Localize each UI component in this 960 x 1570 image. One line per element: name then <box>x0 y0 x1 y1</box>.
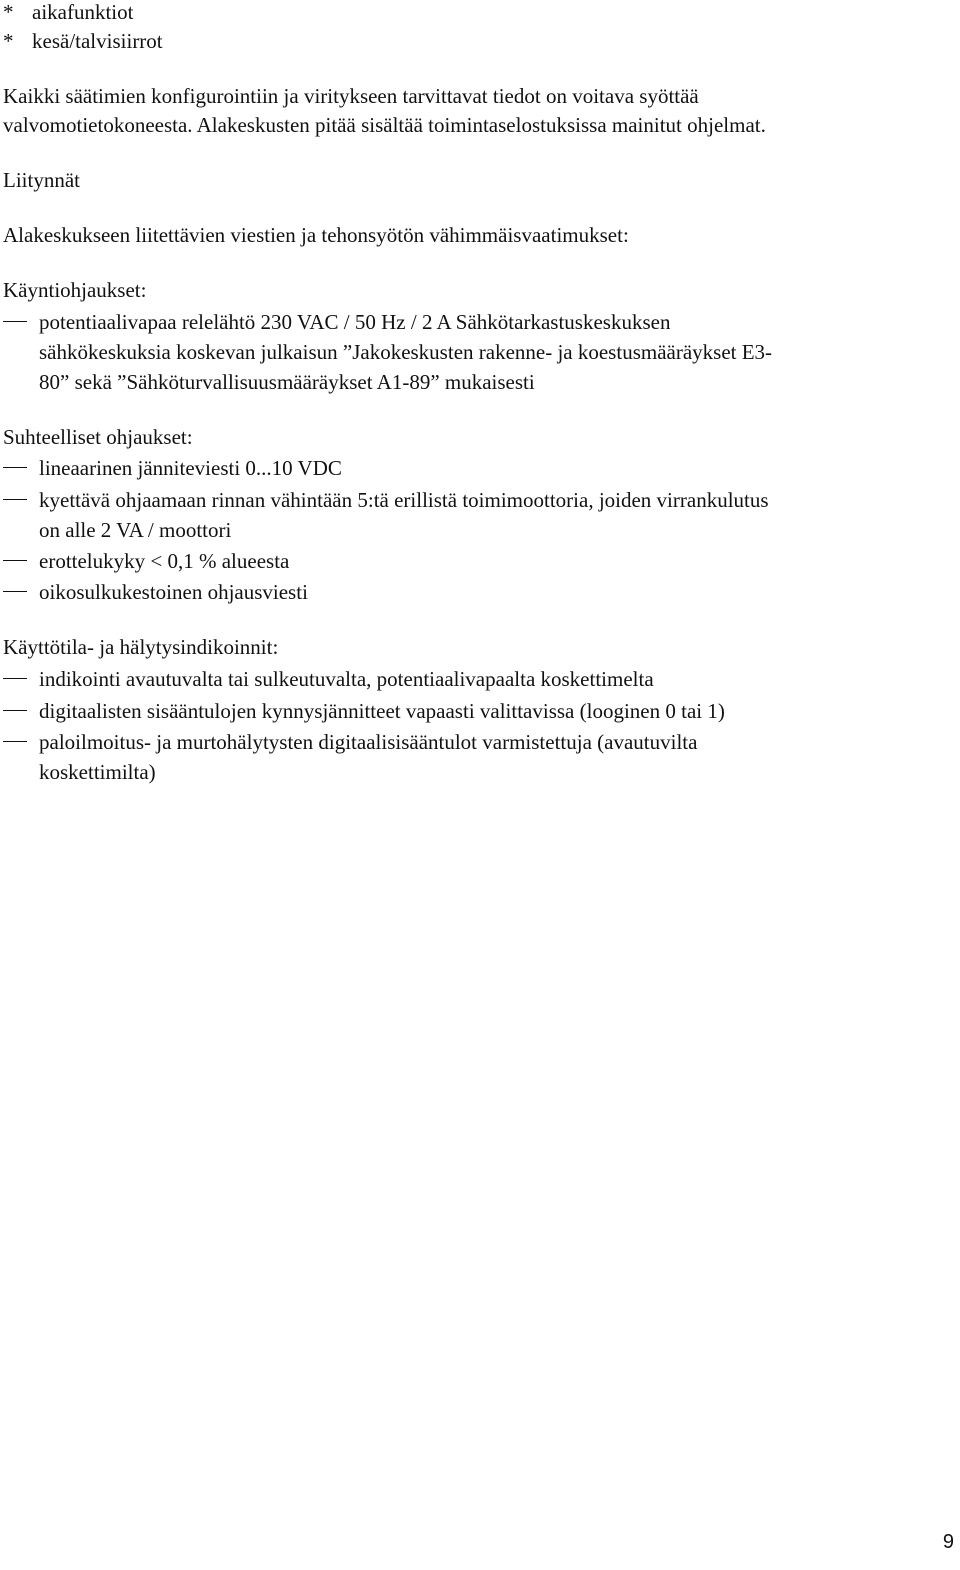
list-item-text: indikointi avautuvalta tai sulkeutuvalta, potentiaalivapaalta koskettimelta <box>39 667 654 691</box>
list-item-text: oikosulkukestoinen ohjausviesti <box>39 580 308 604</box>
dash-bullet <box>3 741 27 742</box>
dash-bullet <box>3 499 27 500</box>
subsection-title: Käyntiohjaukset: <box>3 278 147 302</box>
intro-text: Alakeskukseen liitettävien viestien ja tehonsyötön vähimmäisvaatimukset: <box>3 223 629 247</box>
list-item <box>3 27 163 55</box>
list-item <box>3 0 133 26</box>
list-item <box>3 696 943 726</box>
paragraph-line: valvomotietokoneesta. Alakeskusten pitää sisältää toimintaselostuksissa mainitut ohjelmat. <box>3 113 766 137</box>
page-number: 9 <box>942 1531 954 1553</box>
dash-bullet <box>3 710 27 711</box>
list-item <box>3 453 943 483</box>
dash-bullet <box>3 560 27 561</box>
bullet-star: * <box>3 29 14 53</box>
list-item <box>3 577 943 607</box>
list-item-text: paloilmoitus- ja murtohälytysten digitaalisisääntulot varmistettuja (avautuvilta koskettimilta) <box>39 730 698 784</box>
dash-bullet <box>3 591 27 592</box>
list-item-text: kyettävä ohjaamaan rinnan vähintään 5:tä erillistä toimimoottoria, joiden virrankulutus on alle 2 VA / moottori <box>39 488 769 542</box>
subsection-title: Käyttötila- ja hälytysindikoinnit: <box>3 635 279 659</box>
bullet-star: * <box>3 0 14 24</box>
list-item-text: potentiaalivapaa relelähtö 230 VAC / 50 Hz / 2 A Sähkötarkastuskeskuksen sähkökeskuksia koskevan julkaisun ”Jakokeskusten rakenne- ja koestusmääräykset E3- 80” sekä ”Sähköturvallisuusmääräykset A1-89” mukaisesti <box>39 310 773 394</box>
subsection-title: Suhteelliset ohjaukset: <box>3 425 193 449</box>
dash-bullet <box>3 467 27 468</box>
list-item <box>3 485 943 545</box>
list-item-text: erottelukyky < 0,1 % alueesta <box>39 549 290 573</box>
dash-bullet <box>3 678 27 679</box>
list-item-text: digitaalisten sisääntulojen kynnysjännitteet vapaasti valittavissa (looginen 0 tai 1) <box>39 699 725 723</box>
section-heading: Liitynnät <box>3 168 80 192</box>
dash-bullet <box>3 321 27 322</box>
list-item <box>3 664 943 694</box>
list-item <box>3 307 943 397</box>
list-item <box>3 546 943 576</box>
list-item <box>3 727 943 787</box>
paragraph-line: Kaikki säätimien konfigurointiin ja viritykseen tarvittavat tiedot on voitava syöttää <box>3 84 699 108</box>
list-item-text: lineaarinen jänniteviesti 0...10 VDC <box>39 456 342 480</box>
list-item-text: kesä/talvisiirrot <box>32 29 163 53</box>
list-item-text: aikafunktiot <box>32 0 134 24</box>
